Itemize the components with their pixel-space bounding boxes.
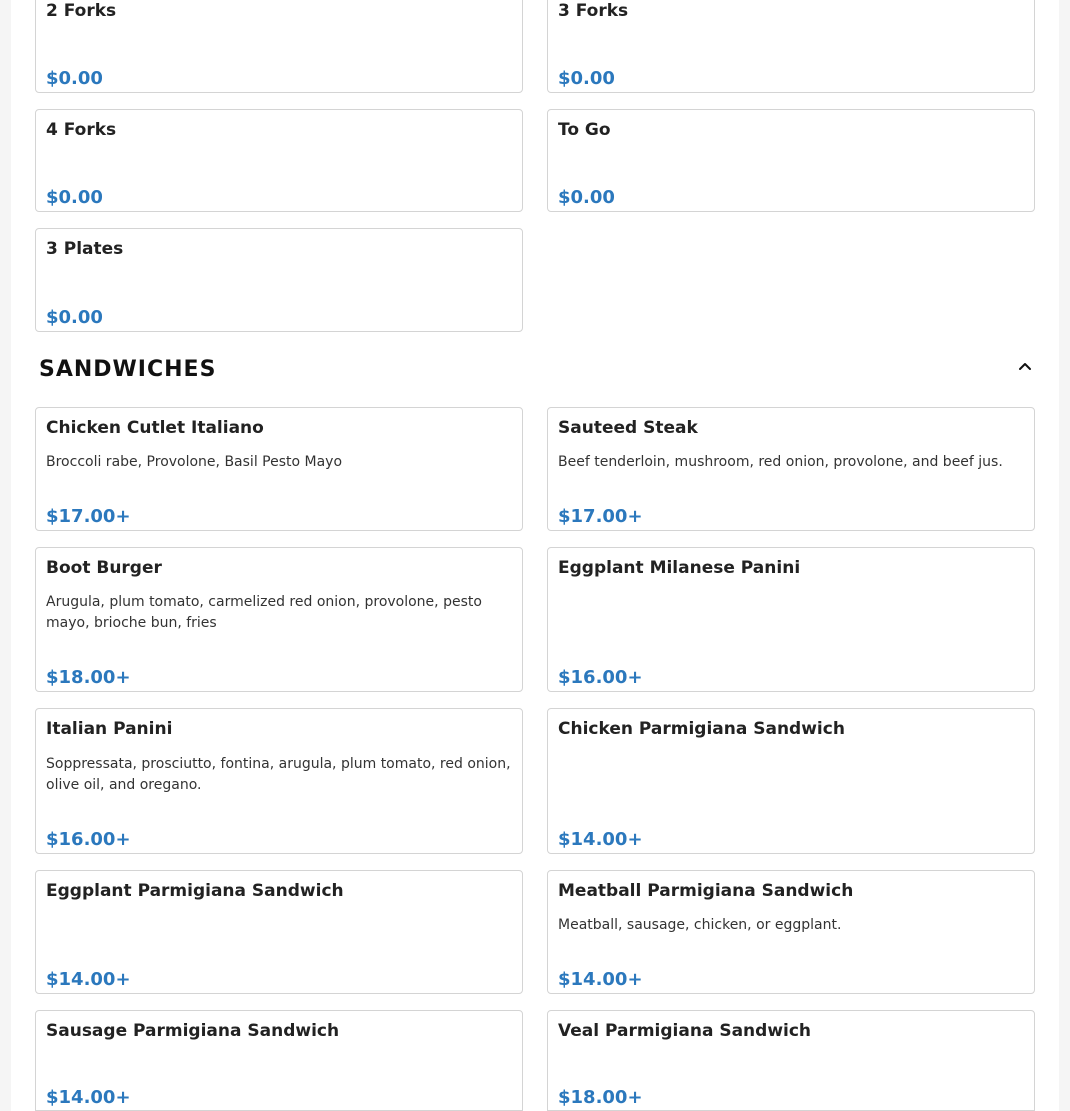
item-name: To Go: [558, 120, 611, 140]
item-description: Arugula, plum tomato, carmelized red onion, provolone, pesto mayo, brioche bun, fries: [46, 594, 482, 631]
menu-item-card[interactable]: [547, 109, 1035, 212]
item-description: Broccoli rabe, Provolone, Basil Pesto Mayo: [46, 454, 343, 470]
item-name: Sauteed Steak: [558, 418, 698, 438]
item-description: Soppressata, prosciutto, fontina, arugula, plum tomato, red onion, olive oil, and oregano.: [46, 756, 511, 793]
item-price: $14.00+: [558, 829, 643, 850]
menu-item-card[interactable]: [35, 0, 523, 93]
item-price: $16.00+: [46, 829, 131, 850]
item-price: $0.00: [46, 187, 103, 208]
chevron-up-icon: [1015, 357, 1035, 377]
menu-item-card[interactable]: [547, 0, 1035, 93]
item-price: $16.00+: [558, 667, 643, 688]
menu-page: [11, 0, 1059, 1111]
item-price: $14.00+: [46, 969, 131, 990]
menu-item-card[interactable]: [547, 1010, 1035, 1111]
menu-item-card[interactable]: [35, 407, 523, 531]
item-name: Chicken Parmigiana Sandwich: [558, 719, 845, 739]
item-description: Beef tenderloin, mushroom, red onion, provolone, and beef jus.: [558, 454, 1003, 470]
item-name: Italian Panini: [46, 719, 173, 739]
item-price: $17.00+: [558, 506, 643, 527]
item-name: Eggplant Milanese Panini: [558, 558, 801, 578]
item-price: $14.00+: [558, 969, 643, 990]
item-price: $0.00: [46, 68, 103, 89]
item-price: $18.00+: [558, 1087, 643, 1108]
item-name: 3 Plates: [46, 239, 124, 259]
menu-item-card[interactable]: [35, 228, 523, 332]
item-price: $14.00+: [46, 1087, 131, 1108]
collapse-section-button[interactable]: [1015, 357, 1035, 377]
item-price: $18.00+: [46, 667, 131, 688]
item-price: $0.00: [558, 68, 615, 89]
item-name: Chicken Cutlet Italiano: [46, 418, 264, 438]
menu-item-card[interactable]: [547, 547, 1035, 692]
section-title: SANDWICHES: [39, 357, 217, 382]
item-price: $0.00: [558, 187, 615, 208]
item-price: $17.00+: [46, 506, 131, 527]
menu-item-card[interactable]: [547, 407, 1035, 531]
menu-item-card[interactable]: [35, 547, 523, 692]
item-name: 3 Forks: [558, 1, 629, 21]
menu-item-card[interactable]: [35, 708, 523, 854]
menu-item-card[interactable]: [547, 708, 1035, 854]
item-price: $0.00: [46, 307, 103, 328]
menu-item-card[interactable]: [35, 870, 523, 994]
item-name: 4 Forks: [46, 120, 117, 140]
item-name: Boot Burger: [46, 558, 162, 578]
item-name: Sausage Parmigiana Sandwich: [46, 1021, 340, 1041]
item-name: Meatball Parmigiana Sandwich: [558, 881, 854, 901]
menu-item-card[interactable]: [35, 109, 523, 212]
menu-item-card[interactable]: [547, 870, 1035, 994]
item-name: Veal Parmigiana Sandwich: [558, 1021, 812, 1041]
item-description: Meatball, sausage, chicken, or eggplant.: [558, 917, 842, 933]
menu-item-card[interactable]: [35, 1010, 523, 1111]
item-name: Eggplant Parmigiana Sandwich: [46, 881, 344, 901]
item-name: 2 Forks: [46, 1, 117, 21]
